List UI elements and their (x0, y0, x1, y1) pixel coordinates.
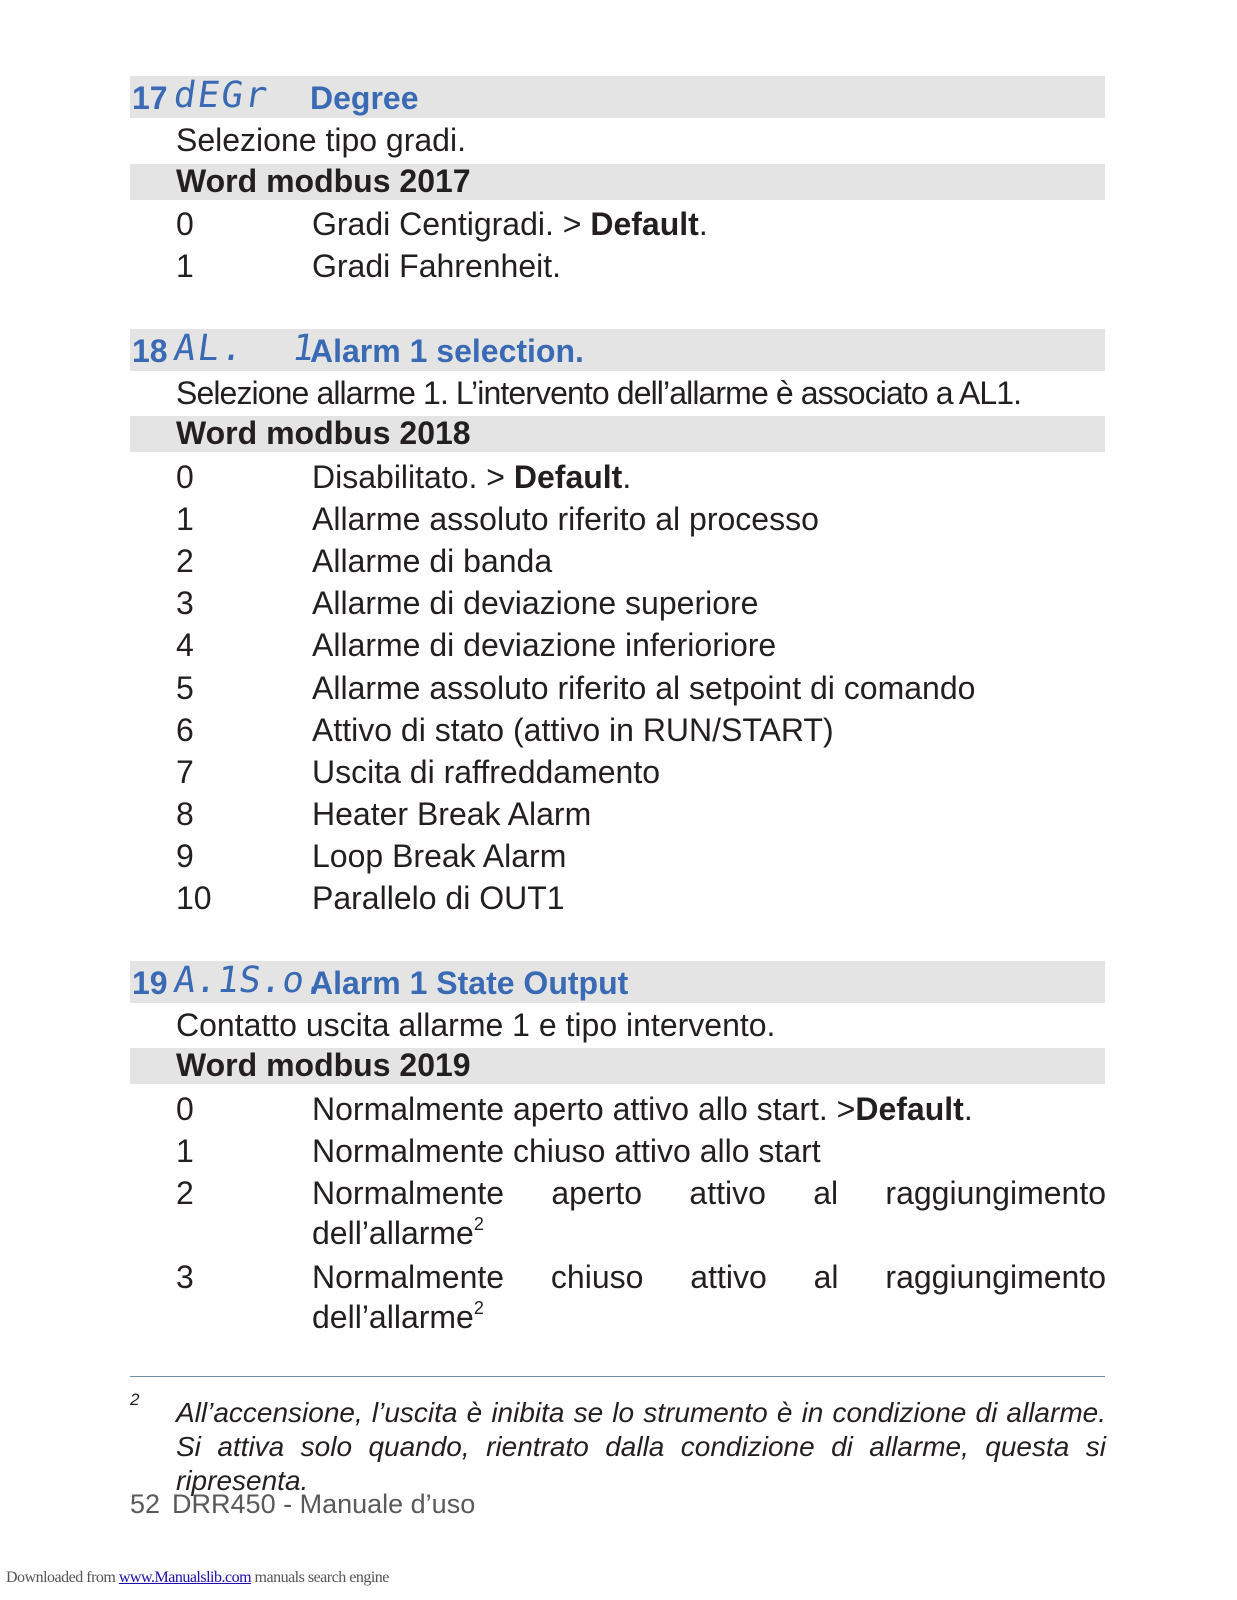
option-text: Normalmente aperto attivo allo start. >Default. (312, 1091, 973, 1127)
option-value: 1 (176, 1133, 194, 1169)
option-value: 5 (176, 670, 194, 706)
section-description: Selezione tipo gradi. (176, 122, 466, 158)
section-header-19 (130, 961, 1105, 1003)
option-text-line2: dell’allarme (312, 1299, 474, 1335)
option-value: 1 (176, 248, 194, 284)
option-text: Uscita di raffreddamento (312, 754, 661, 790)
option-value: 0 (176, 459, 194, 495)
manual-name: DRR450 - Manuale d’uso (172, 1489, 476, 1519)
lcd-code: AL. 1 (171, 328, 319, 369)
option-value: 4 (176, 627, 194, 663)
footnote-ref: 2 (473, 1298, 484, 1318)
section-title: Alarm 1 selection. (310, 333, 584, 369)
option-row (176, 878, 1106, 920)
option-text: Loop Break Alarm (312, 838, 567, 874)
section-title: Alarm 1 State Output (310, 965, 629, 1001)
option-row (176, 1257, 1106, 1341)
option-text: Allarme assoluto riferito al processo (312, 501, 819, 537)
option-text-line1: Normalmente aperto attivo al raggiungimento (312, 1175, 1106, 1211)
option-row (176, 246, 1106, 288)
option-text: Heater Break Alarm (312, 796, 592, 832)
option-row (176, 1089, 1106, 1131)
option-row (176, 541, 1106, 583)
footnote-mark: 2 (130, 1390, 140, 1409)
section-title: Degree (310, 80, 419, 116)
footnote-divider (130, 1376, 1105, 1377)
download-suffix: manuals search engine (251, 1569, 389, 1586)
option-text: Parallelo di OUT1 (312, 880, 565, 916)
page-number: 52 (130, 1489, 161, 1519)
option-value: 0 (176, 206, 194, 242)
section-header-17 (130, 76, 1105, 118)
option-row (176, 204, 1106, 246)
lcd-code: dEGr (171, 75, 272, 116)
download-footer (6, 1568, 389, 1588)
option-value: 10 (176, 880, 212, 916)
option-row (176, 752, 1106, 794)
option-text (312, 1257, 1106, 1337)
word-modbus-bar (130, 164, 1105, 200)
word-modbus-label: Word modbus 2018 (176, 415, 471, 451)
option-row (176, 583, 1106, 625)
default-label: Default (513, 459, 623, 495)
option-text: Allarme di deviazione inferioriore (312, 627, 777, 663)
option-text-line2: dell’allarme (312, 1215, 474, 1251)
default-label: Default (855, 1091, 964, 1127)
option-value: 9 (176, 838, 194, 874)
option-text: Allarme assoluto riferito al setpoint di comando (312, 670, 976, 706)
option-text: Normalmente chiuso attivo allo start (312, 1133, 821, 1169)
section-number: 19 (132, 965, 168, 1001)
option-text: Disabilitato. > Default. (312, 459, 632, 495)
option-text-line1: Normalmente chiuso attivo al raggiungimento (312, 1259, 1106, 1295)
option-value: 6 (176, 712, 194, 748)
option-value: 7 (176, 754, 194, 790)
word-modbus-bar (130, 1048, 1105, 1084)
option-row (176, 1173, 1106, 1257)
option-text: Gradi Fahrenheit. (312, 248, 562, 284)
footnote-ref: 2 (473, 1214, 484, 1234)
option-row (176, 668, 1106, 710)
option-value: 8 (176, 796, 194, 832)
section-description: Contatto uscita allarme 1 e tipo intervento. (176, 1007, 776, 1043)
option-value: 3 (176, 585, 194, 621)
option-row (176, 499, 1106, 541)
option-text: Attivo di stato (attivo in RUN/START) (312, 712, 834, 748)
word-modbus-label: Word modbus 2017 (176, 163, 471, 199)
option-row (176, 794, 1106, 836)
word-modbus-label: Word modbus 2019 (176, 1047, 471, 1083)
option-row (176, 1131, 1106, 1173)
page-footer (130, 1488, 475, 1520)
footnote-text: All’accensione, l’uscita è inibita se lo strumento è in condizione di allarme. Si attiva solo quando, rientrato dalla condizione di allarme, questa si ripresenta. (176, 1397, 1106, 1496)
option-value: 3 (176, 1259, 194, 1295)
option-text: Allarme di deviazione superiore (312, 585, 759, 621)
option-text: Gradi Centigradi. > Default. (312, 206, 708, 242)
option-row (176, 710, 1106, 752)
section-header-18 (130, 329, 1105, 371)
section-number: 18 (132, 333, 168, 369)
option-row (176, 836, 1106, 878)
default-label: Default (590, 206, 699, 242)
option-text (312, 1173, 1106, 1253)
option-value: 1 (176, 501, 194, 537)
option-value: 0 (176, 1091, 194, 1127)
section-number: 17 (132, 80, 168, 116)
section-description: Selezione allarme 1. L’intervento dell’allarme è associato a AL1. (176, 375, 1022, 411)
option-row (176, 457, 1106, 499)
option-value: 2 (176, 1175, 194, 1211)
lcd-code: A.1S.o. (171, 960, 329, 1001)
option-row (176, 625, 1106, 667)
option-text: Allarme di banda (312, 543, 553, 579)
manualslib-link[interactable]: www.Manualslib.com (118, 1569, 252, 1586)
word-modbus-bar (130, 416, 1105, 452)
option-value: 2 (176, 543, 194, 579)
download-prefix: Downloaded from (6, 1569, 119, 1586)
